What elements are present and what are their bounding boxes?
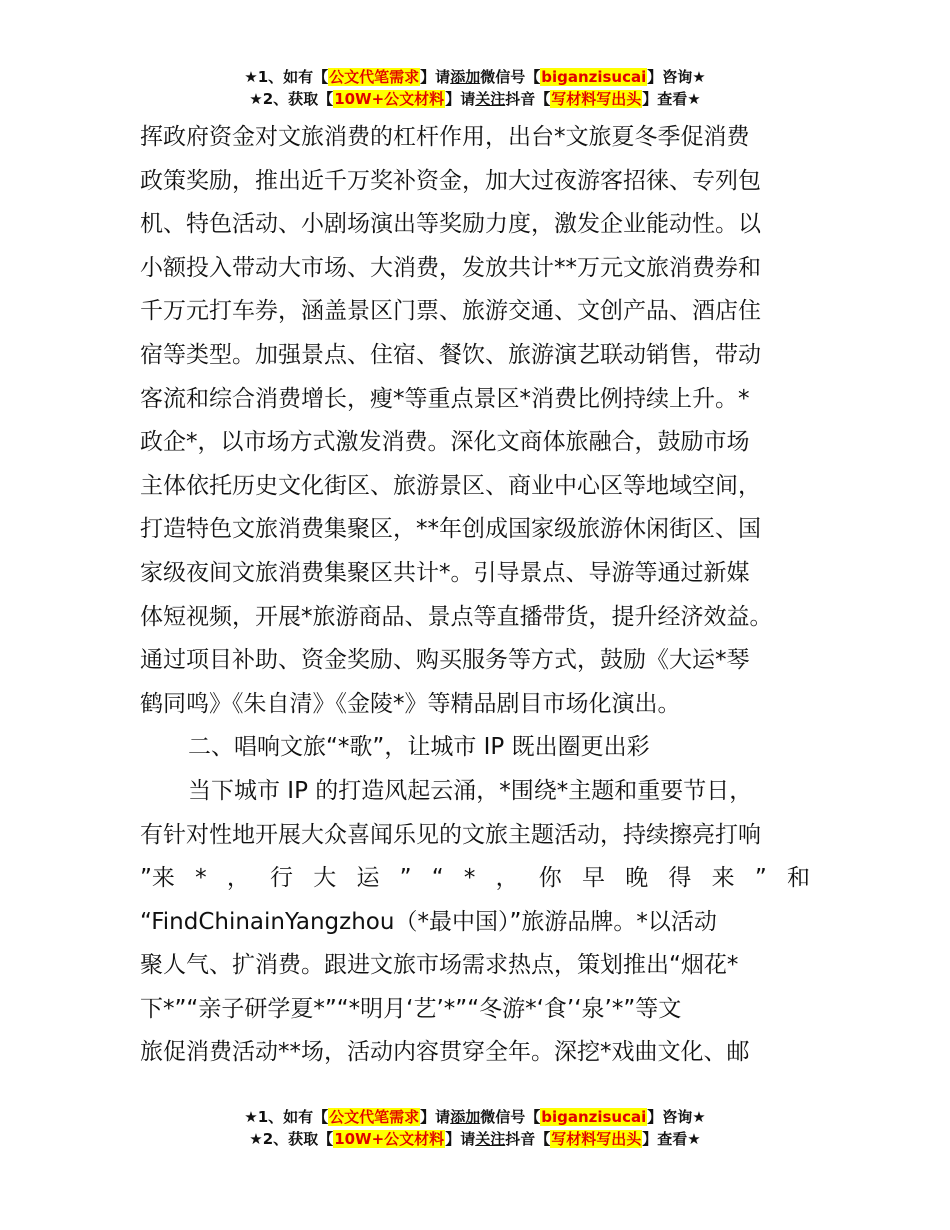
banner-text: 微信号【: [480, 68, 541, 86]
banner-underlined: 添加: [450, 1108, 481, 1126]
banner-text: 】咨询★: [647, 68, 706, 86]
banner-text: 】查看★: [642, 90, 701, 108]
char: 晚: [625, 865, 649, 892]
char: *: [463, 865, 476, 892]
banner-highlight: 写材料写出头: [551, 1130, 642, 1148]
banner-text: 】咨询★: [647, 1108, 706, 1126]
banner-text: ★1、如有【: [244, 68, 329, 86]
text-line: 体短视频，开展*旅游商品、景点等直播带货，提升经济效益。: [140, 603, 773, 630]
char: “: [431, 865, 444, 892]
text-line: 打造特色文旅消费集聚区，**年创成国家级旅游休闲街区、国: [140, 516, 761, 543]
document-body: [140, 116, 820, 1075]
text-line: 挥政府资金对文旅消费的杠杆作用，出台*文旅夏冬季促消费: [140, 124, 750, 150]
text-line: 小额投入带动大市场、大消费，发放共计**万元文旅消费券和: [140, 254, 761, 281]
text-line: 客流和综合消费增长，瘦*等重点景区*消费比例持续上升。*: [140, 385, 750, 412]
banner-highlight: 10W+公文材料: [334, 90, 445, 108]
banner-text: 】请: [420, 1108, 451, 1126]
char: ”: [399, 865, 412, 892]
text-line-justified: [140, 857, 810, 901]
banner-highlight: biganzisucai: [541, 68, 647, 86]
banner-text: 微信号【: [480, 1108, 541, 1126]
char: 来: [711, 865, 735, 892]
banner-text: 】请: [420, 68, 451, 86]
banner-text: 】请: [445, 90, 476, 108]
banner-underlined: 关注: [475, 90, 506, 108]
banner-underlined: 关注: [475, 1130, 506, 1148]
char: ，: [226, 865, 250, 892]
text-line: 通过项目补助、资金奖励、购买服务等方式，鼓励《大运*琴: [140, 647, 750, 674]
text-line: 旅促消费活动**场，活动内容贯穿全年。深挖*戏曲文化、邮: [140, 1039, 750, 1066]
text-line: 当下城市 IP 的打造风起云涌，*围绕*主题和重要节日，: [188, 777, 753, 804]
char: ”: [754, 865, 767, 892]
char: ，: [495, 865, 519, 892]
banner-text: 抖音【: [505, 90, 551, 108]
header-banner: [0, 66, 950, 110]
banner-highlight: 公文代笔需求: [329, 1108, 420, 1126]
text-line: 主体依托历史文化街区、旅游景区、商业中心区等地域空间，: [140, 472, 761, 499]
text-line: “FindChinainYangzhou（*最中国）”旅游品牌。*以活动: [140, 908, 717, 935]
banner-highlight: biganzisucai: [541, 1108, 647, 1126]
banner-text: ★2、获取【: [249, 90, 334, 108]
banner-highlight: 写材料写出头: [551, 90, 642, 108]
banner-underlined: 添加: [450, 68, 481, 86]
banner-line-2: [0, 88, 950, 110]
char: 早: [582, 865, 605, 892]
char: 你: [538, 865, 562, 892]
banner-line-2: [0, 1128, 950, 1150]
char: 行: [270, 865, 294, 892]
char: 得: [668, 865, 692, 892]
banner-highlight: 10W+公文材料: [334, 1130, 445, 1148]
banner-line-1: [0, 1106, 950, 1128]
char: 大: [313, 865, 337, 892]
banner-text: ★2、获取【: [249, 1130, 334, 1148]
banner-line-1: [0, 66, 950, 88]
banner-text: 】查看★: [642, 1130, 701, 1148]
char: *: [195, 865, 207, 892]
text-line: 机、特色活动、小剧场演出等奖励力度，激发企业能动性。以: [140, 211, 761, 238]
text-line: 家级夜间文旅消费集聚区共计*。引导景点、导游等通过新媒: [140, 559, 750, 586]
text-line: 下*”“亲子研学夏*”“*明月‘艺’*”“冬游*‘食’‘泉’*”等文: [140, 995, 682, 1022]
text-line: 政企*，以市场方式激发消费。深化文商体旅融合，鼓励市场: [140, 429, 750, 456]
text-line: 政策奖励，推出近千万奖补资金，加大过夜游客招徕、专列包: [140, 167, 761, 194]
text-line: 聚人气、扩消费。跟进文旅市场需求热点，策划推出“烟花*: [140, 952, 739, 979]
char: 运: [356, 865, 380, 892]
char: 和: [786, 865, 810, 892]
banner-text: 抖音【: [505, 1130, 551, 1148]
char: ”来: [140, 865, 175, 892]
banner-text: ★1、如有【: [244, 1108, 329, 1126]
text-line: 鹤同鸣》《朱自清》《金陵*》等精品剧目市场化演出。: [140, 690, 681, 717]
section-heading: 二、唱响文旅“*歌”，让城市 IP 既出圈更出彩: [188, 734, 650, 761]
text-line: 宿等类型。加强景点、住宿、餐饮、旅游演艺联动销售，带动: [140, 341, 761, 368]
text-line: 有针对性地开展大众喜闻乐见的文旅主题活动，持续擦亮打响: [140, 821, 761, 848]
banner-text: 】请: [445, 1130, 476, 1148]
footer-banner: [0, 1106, 950, 1150]
text-line: 千万元打车券，涵盖景区门票、旅游交通、文创产品、酒店住: [140, 298, 761, 325]
banner-highlight: 公文代笔需求: [329, 68, 420, 86]
